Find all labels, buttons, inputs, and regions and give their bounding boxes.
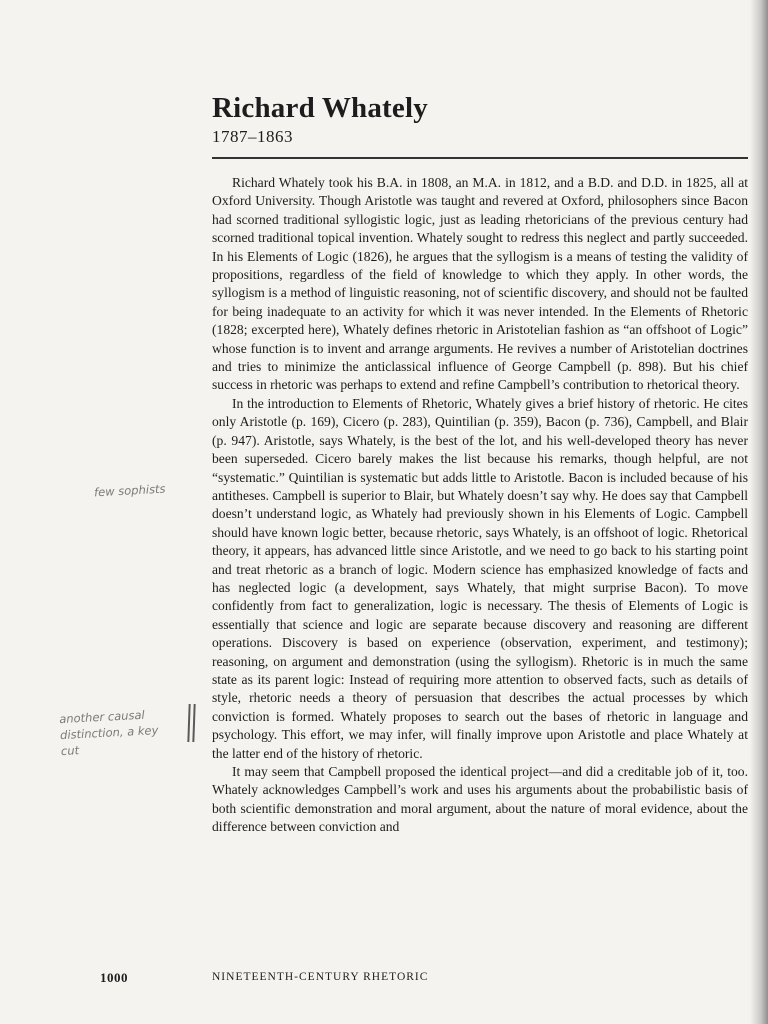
title-rule bbox=[212, 157, 748, 159]
margin-double-bar-mark bbox=[186, 704, 198, 744]
handwritten-note-few-sophists: few sophists bbox=[93, 481, 166, 500]
page-edge-shadow bbox=[750, 0, 768, 1024]
life-dates: 1787–1863 bbox=[212, 127, 293, 146]
page-title: Richard Whately bbox=[212, 92, 428, 124]
running-footer-title: NINETEENTH-CENTURY RHETORIC bbox=[212, 971, 429, 983]
page-number: 1000 bbox=[100, 970, 128, 985]
body-text bbox=[212, 174, 748, 837]
paragraph-2: In the introduction to Elements of Rhetoric, Whately gives a brief history of rhetoric. He cites only Aristotle (p. 169), Cicero (p. 283), Quintilian (p. 359), Bacon (p. 736), Campbell, and Blair (p. 947). Aristotle, says Whately, is the best of the lot, and his well-developed theory has never been superseded. Cicero barely makes the list because his remarks, though helpful, are not “systematic.” Quintilian is systematic but adds little to Aristotle. Bacon is included because of his antitheses. Campbell is superior to Blair, but Whately doesn’t say why. He does say that Campbell doesn’t understand logic, as Whately had previously shown in his Elements of Logic. Campbell should have known logic better, because rhetoric, says Whately, is an offshoot of logic. Rhetorical theory, it appears, has advanced little since Aristotle, and we need to go back to his starting point and treat rhetoric as a branch of logic. Modern science has emphasized knowledge of facts and has neglected logic (a development, says Whately, that might surprise Bacon). To move confidently from fact to generalization, logic is necessary. The thesis of Elements of Logic is essentially that science and logic are separate because discovery and reasoning are different operations. Discovery is based on experience (observation, experiment, and testimony); reasoning, on argument and demonstration (using the syllogism). Rhetoric is in much the same state as its parent logic: Instead of requiring more attention to observed facts, such as details of style, rhetoric needs a theory of persuasion that describes the actual processes by which conviction is formed. Whately proposes to search out the bases of rhetoric in language and psychology. This effort, we may infer, will finally improve upon Aristotle and place Whately at the latter end of the history of rhetoric. bbox=[212, 395, 748, 761]
paragraph-1: Richard Whately took his B.A. in 1808, an M.A. in 1812, and a B.D. and D.D. in 1825, all at Oxford University. Though Aristotle was taught and revered at Oxford, philosophers since Bacon had scorned traditional syllogistic logic, just as leading rhetoricians of the previous century had scorned traditional topical invention. Whately sought to redress this neglect and partly succeeded. In his Elements of Logic (1826), he argues that the syllogism is a means of testing the validity of propositions, regardless of the field of knowledge to which they apply. In other words, the syllogism is a method of linguistic reasoning, not of scientific discovery, and should not be faulted for being inadequate to an activity for which it was never intended. In the Elements of Rhetoric (1828; excerpted here), Whately defines rhetoric in Aristotelian fashion as “an offshoot of Logic” whose function is to invent and arrange arguments. He revives a number of Aristotelian doctrines and tries to minimize the anticlassical influence of George Campbell (p. 898). But his chief success in rhetoric was perhaps to extend and refine Campbell’s contribution to rhetorical theory. bbox=[212, 175, 748, 393]
paragraph-3: It may seem that Campbell proposed the identical project—and did a creditable job of it, too. Whately acknowledges Campbell’s work and uses his arguments about the probabilistic basis of both scientific demonstration and moral argument, about the nature of moral evidence, about the difference between conviction and bbox=[212, 764, 748, 835]
handwritten-note-causal-distinction: another causal distinction, a key cut bbox=[58, 707, 159, 759]
